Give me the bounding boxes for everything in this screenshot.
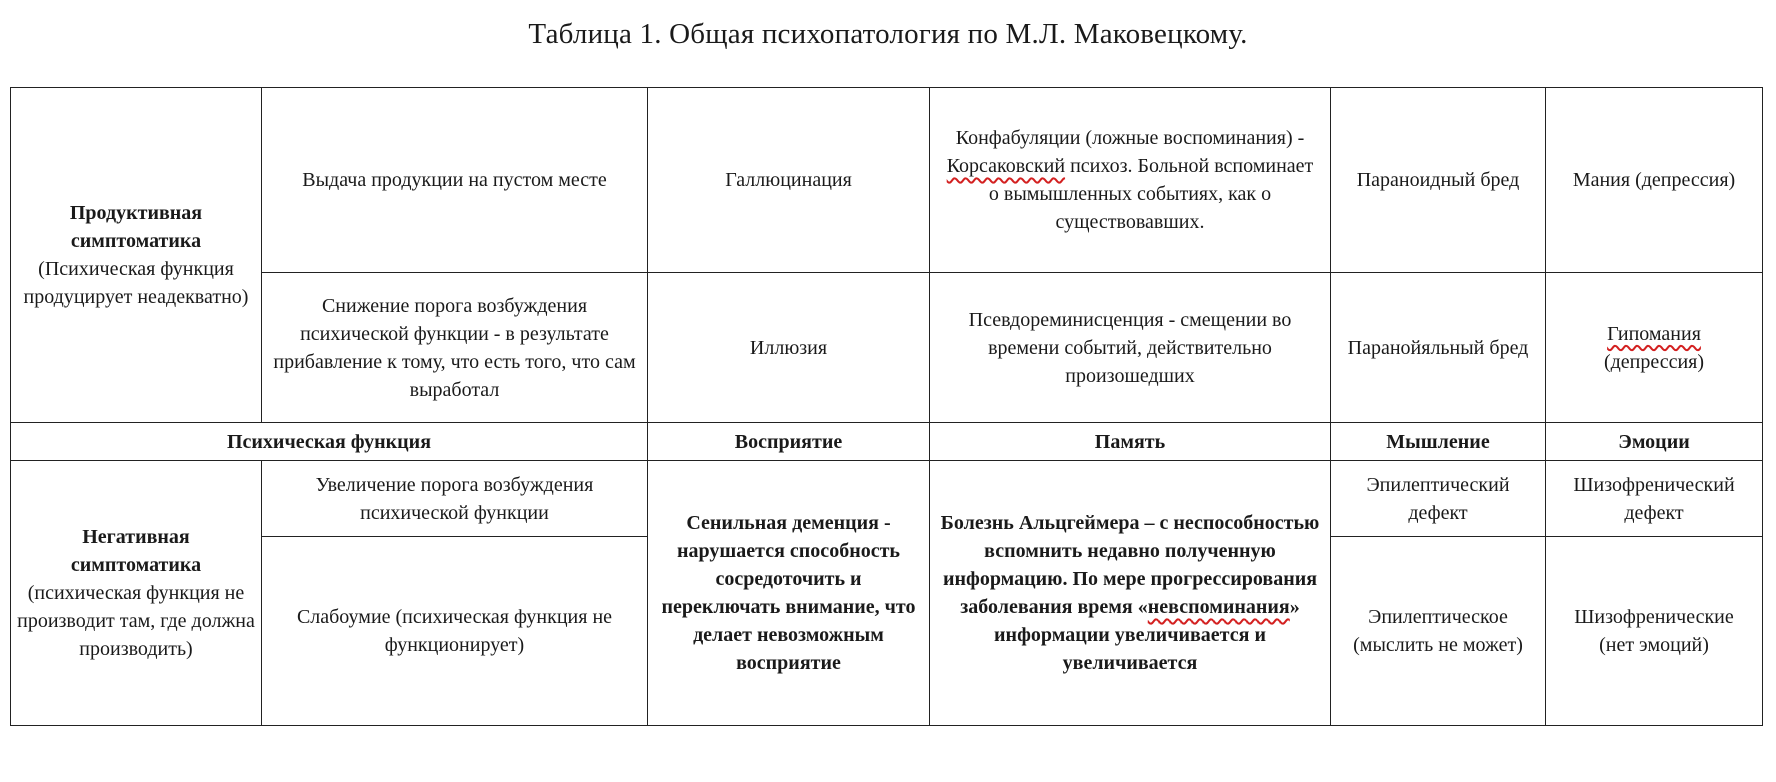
negative-perception: Сенильная деменция - нарушается способность сосредоточить и переключать внимание, что делает невозможным восприятие bbox=[661, 512, 916, 674]
productive-emotions-2-rest: (депрессия) bbox=[1603, 350, 1705, 373]
spellcheck-underlined-word: Корсаковский bbox=[946, 155, 1066, 177]
header-thinking: Мышление bbox=[1331, 423, 1546, 461]
negative-label-description: (психическая функция не производит там, где должна производить) bbox=[17, 582, 255, 660]
productive-thinking-2: Паранойяльный бред bbox=[1347, 336, 1529, 359]
header-emotions: Эмоции bbox=[1546, 423, 1763, 461]
productive-perception-1: Галлюцинация bbox=[725, 169, 852, 191]
productive-function-1-cell bbox=[262, 88, 648, 273]
negative-label-title: Негативная симптоматика bbox=[70, 526, 202, 576]
productive-emotions-1-cell bbox=[1546, 88, 1763, 273]
productive-thinking-1-cell bbox=[1331, 88, 1546, 273]
productive-label-title: Продуктивная симптоматика bbox=[69, 202, 203, 252]
productive-label-description: (Психическая функция продуцирует неадекватно) bbox=[23, 258, 249, 308]
productive-memory-1-pre: Конфабуляции (ложные воспоминания) - bbox=[955, 127, 1305, 149]
productive-perception-1-cell bbox=[648, 88, 930, 273]
header-perception: Восприятие bbox=[648, 423, 930, 461]
negative-function-2-cell bbox=[262, 537, 648, 726]
negative-memory-pre: с неспособностью вспомнить недавно полученную информацию. По мере прогрессирования заболевания время « bbox=[942, 512, 1320, 618]
table-row bbox=[11, 273, 1763, 423]
negative-emotions-2: Шизофренические (нет эмоций) bbox=[1574, 606, 1734, 656]
negative-thinking-1: Эпилептический дефект bbox=[1366, 474, 1510, 524]
negative-thinking-2-cell bbox=[1331, 537, 1546, 726]
negative-function-1: Увеличение порога возбуждения психической функции bbox=[315, 473, 594, 524]
negative-thinking-1-cell bbox=[1331, 461, 1546, 537]
table-row bbox=[11, 88, 1763, 273]
negative-function-2: Слабоумие (психическая функция не функционирует) bbox=[296, 606, 613, 656]
productive-emotions-2-cell bbox=[1546, 273, 1763, 423]
negative-function-1-cell bbox=[262, 461, 648, 537]
negative-memory-post: » информации увеличивается и увеличивается bbox=[994, 596, 1300, 674]
table-row bbox=[11, 461, 1763, 537]
productive-label-cell bbox=[11, 88, 262, 423]
negative-label-cell bbox=[11, 461, 262, 726]
psychopathology-table bbox=[10, 87, 1763, 726]
negative-emotions-1: Шизофренический дефект bbox=[1573, 474, 1735, 524]
productive-memory-1-cell bbox=[930, 88, 1331, 273]
productive-function-2: Снижение порога возбуждения психической функции - в результате прибавление к тому, что есть того, что сам выработал bbox=[273, 294, 636, 401]
negative-emotions-2-cell bbox=[1546, 537, 1763, 726]
productive-memory-2-cell bbox=[930, 273, 1331, 423]
table-header-row bbox=[11, 423, 1763, 461]
productive-memory-2: Псевдореминисценция - смещении во времени событий, действительно произошедших bbox=[968, 308, 1292, 387]
spellcheck-underlined-word: Гипомания bbox=[1607, 322, 1701, 345]
productive-thinking-2-cell bbox=[1331, 273, 1546, 423]
spellcheck-underlined-word: невспоминания bbox=[1147, 596, 1290, 618]
negative-memory-bold: Болезнь Альцгеймера – bbox=[940, 512, 1155, 534]
negative-thinking-2: Эпилептическое (мыслить не может) bbox=[1353, 606, 1523, 656]
productive-perception-2: Иллюзия bbox=[749, 336, 828, 359]
productive-perception-2-cell bbox=[648, 273, 930, 423]
negative-memory-cell bbox=[930, 461, 1331, 726]
productive-thinking-1: Параноидный бред bbox=[1356, 169, 1520, 191]
negative-emotions-1-cell bbox=[1546, 461, 1763, 537]
productive-function-2-cell bbox=[262, 273, 648, 423]
productive-function-1: Выдача продукции на пустом месте bbox=[302, 169, 607, 191]
productive-emotions-1: Мания (депрессия) bbox=[1572, 169, 1736, 191]
header-function: Психическая функция bbox=[11, 423, 648, 461]
negative-perception-cell bbox=[648, 461, 930, 726]
productive-memory-1-post: психоз. Больной вспоминает о вымышленных событиях, как о существовавших. bbox=[988, 155, 1314, 233]
header-memory: Память bbox=[930, 423, 1331, 461]
table-title: Таблица 1. Общая психопатология по М.Л. Маковецкому. bbox=[528, 18, 1248, 50]
